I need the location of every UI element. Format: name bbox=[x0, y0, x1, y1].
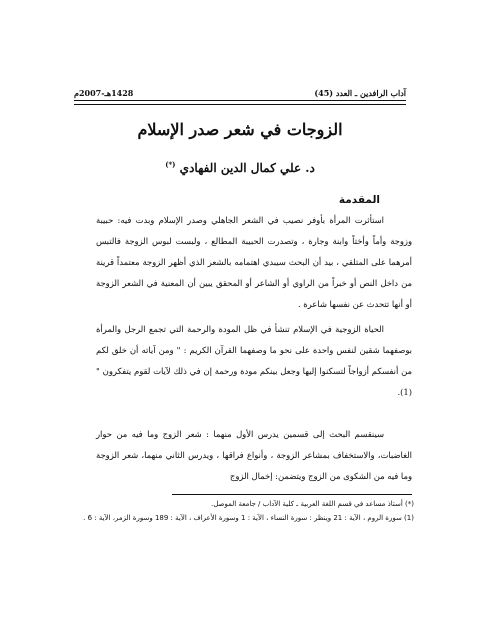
footnote-quran-ref: (1) سورة الروم ، الآية : 21 وينظر : سورة النساء ، الآية : 1 وسورة الأعراف ، الآية : 189 وسورة الزمر، الآية : 6 . bbox=[83, 514, 414, 522]
header-divider bbox=[74, 104, 406, 105]
author-line bbox=[74, 160, 406, 175]
footnote-author: (*) أستاذ مساعد في قسم اللغة العربية ـ كلية الآداب / جامعة الموصل. bbox=[211, 500, 414, 508]
running-header bbox=[74, 88, 406, 101]
publication-date: 1428هـ-2007م bbox=[74, 88, 134, 98]
paragraph-structure bbox=[96, 424, 412, 487]
paragraph-text: استأثرت المرأة بأوفر نصيب في الشعر الجاهلي وصدر الإسلام وبدت فيه: حبيبة وزوجة وأماً وأختاً وابنة وجارة ، وتصدرت الحبيبة المطالع ، ولبست لبوس الزوجة فالتبس أمرهما على المتلقي ، بيد أن البحث سيبدي اهتمامه بالشعر الذي أظهر الزوجة معتمداً قرينة من داخل النص أو خبراً من الراوي أو الشاعر أو المحقق يبين أن المعنية في الشعر الزوجة أو أنها تتحدث عن نفسها شاعرة . bbox=[96, 215, 412, 309]
journal-issue: آداب الرافدين ـ العدد (45) bbox=[314, 88, 406, 98]
author-footnote-marker: (*) bbox=[165, 160, 176, 169]
footnotes bbox=[68, 497, 414, 525]
section-heading: المقدمة bbox=[338, 194, 380, 206]
author-name: د. علي كمال الدين الفهادي bbox=[179, 161, 315, 175]
paragraph-marriage bbox=[96, 319, 412, 403]
footnote-divider bbox=[172, 494, 412, 495]
article-title: الزوجات في شعر صدر الإسلام bbox=[137, 120, 343, 139]
paragraph-text: الحياة الزوجية في الإسلام تنشأ في ظل المودة والرحمة التي تجمع الرجل والمرأة بوصفهما شقين لنفس واحدة على نحو ما وصفهما القرآن الكريم : " ومن آياته أن خلق لكم من أنفسكم أزواجاً لتسكنوا إليها وجعل بينكم مودة ورحمة إن في ذلك لآيات لقوم يتفكرون "(1). bbox=[96, 324, 412, 397]
paragraph-text: سينقسم البحث إلى قسمين يدرس الأول منهما : شعر الزوج وما فيه من حوار الغاضبات، والاستخفاف بمشاعر الزوجة ، وأنواع فراقها ، ويدرس الثاني منهما، شعر الزوجة وما فيه من الشكوى من الزوج ويتضمن: إخمال الزوج bbox=[96, 429, 412, 481]
paragraph-intro bbox=[96, 210, 412, 309]
